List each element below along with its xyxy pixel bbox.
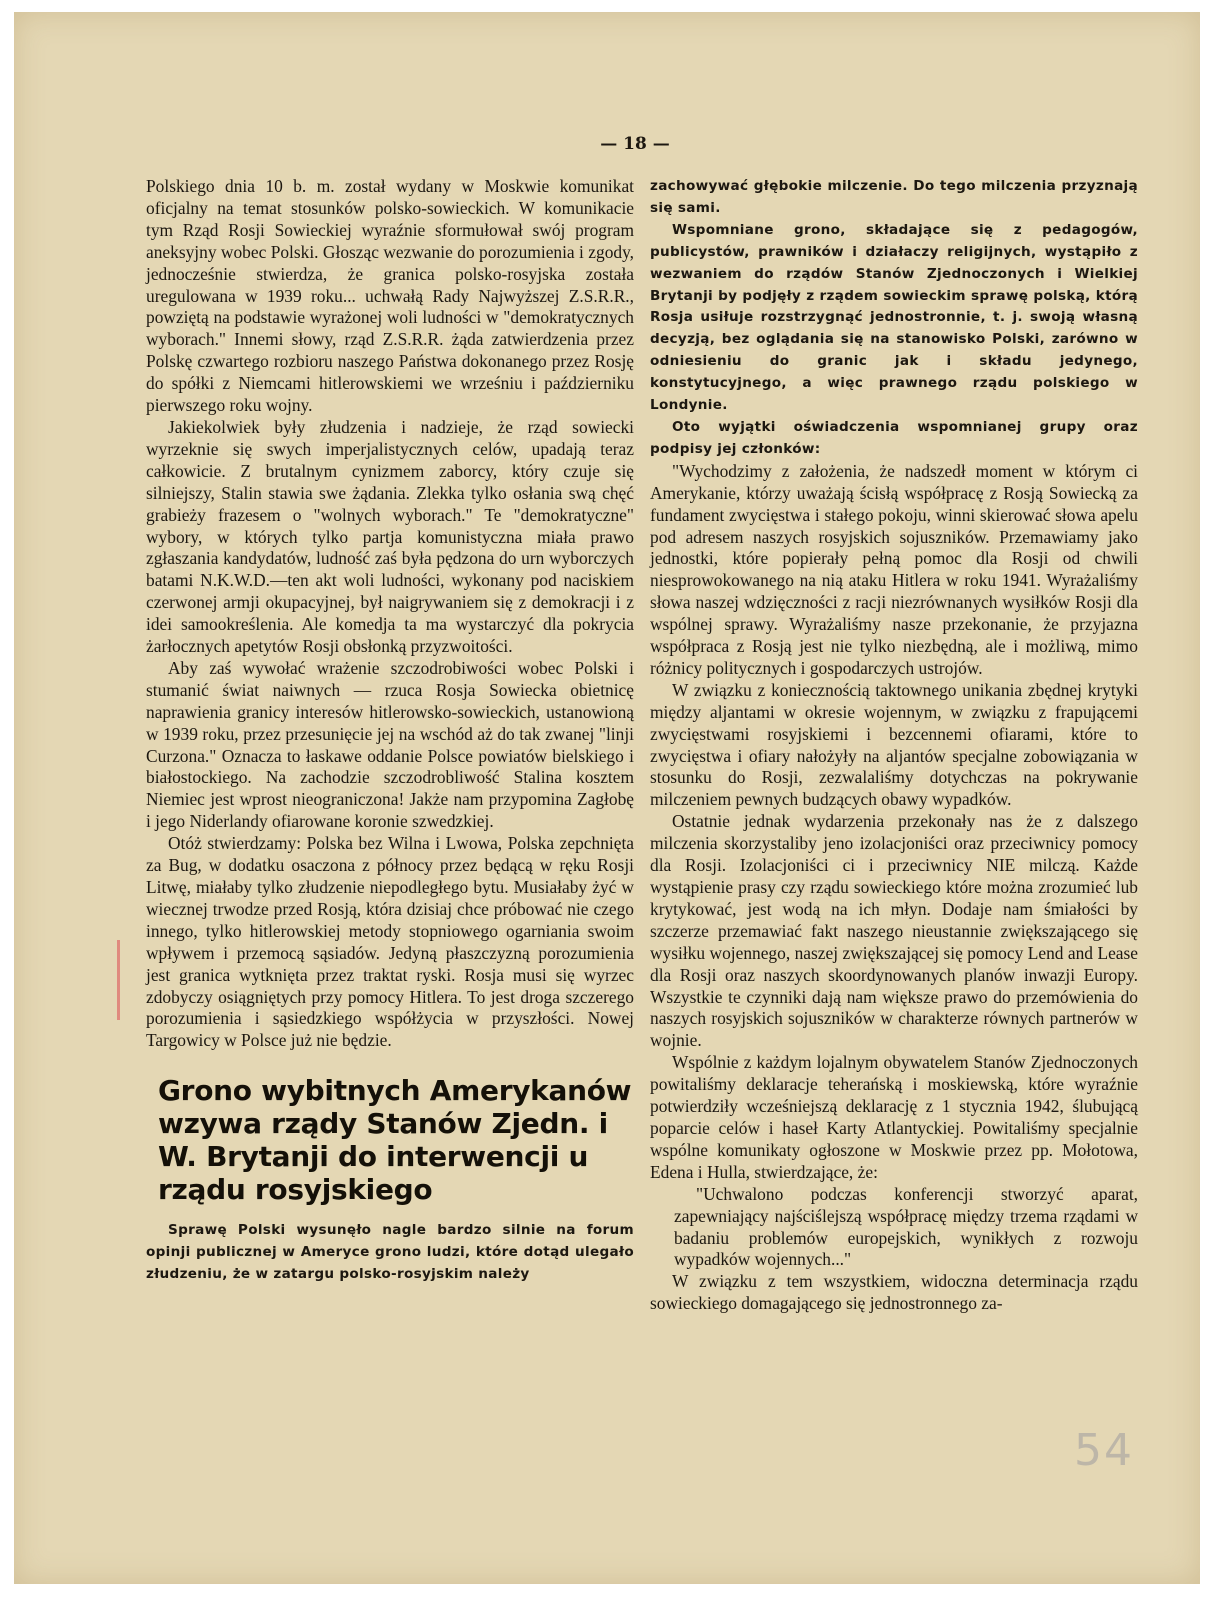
statement-paragraph: Wspólnie z każdym lojalnym obywatelem Stanów Zjednoczonych powitaliśmy deklaracje teherańską i moskiewską, które wyraźnie potwierdziły wcześniejszą deklarację z 1 stycznia 1942, ślubującą poparcie celów i haseł Karty Atlantyckiej. Powitaliśmy specjalnie wspólne komunikaty ogłoszone w Moskwie przez pp. Mołotowa, Edena i Hulla, stwierdzające, że: [650,1052,1138,1182]
bold-paragraph: Oto wyjątki oświadczenia wspomnianej grupy oraz podpisy jej członków: [650,418,1138,457]
article-paragraph: Polskiego dnia 10 b. m. został wydany w Moskwie komunikat oficjalny na temat stosunków polsko-sowieckich. W komunikacie tym Rząd Rosji Sowieckiej wyraźnie sformułował swój program aneksyjny wobec Polski. Głosząc wezwanie do porozumienia i zgody, jednocześnie stwierdza, że granica polsko-rosyjska została uregulowana w 1939 roku... uchwałą Rady Najwyższej Z.S.R.R., powziętą na podstawie wyrażonej woli ludności w "demokratycznych wyborach." Innemi słowy, rząd Z.S.R.R. żąda zatwierdzenia przez Polskę czwartego rozbioru naszego Państwa dokonanego przez Rosję do spółki z Niemcami hitlerowskiemi we wrześniu i październiku pierwszego roku wojny. [146,176,634,416]
closing-paragraph: W związku z tem wszystkiem, widoczna determinacja rządu sowieckiego domagającego się jednostronnego za- [650,1271,1138,1314]
article-paragraph: Jakiekolwiek były złudzenia i nadzieje, że rząd sowiecki wyrzeknie się swych imperjalistycznych celów, upadają teraz całkowicie. Z brutalnym cynizmem zaborcy, który czuje się silniejszy, Stalin stawia swe żądania. Zlekka tylko osłania swą chęć grabieży frazesem o "wolnych wyborach." Te "demokratyczne" wybory, w których tylko partja komunistyczna miała prawo zgłaszania kandydatów, ludność zaś była pędzona do urn wyborczych batami N.K.W.D.—ten akt woli ludności, wykonany pod naciskiem czerwonej armji okupacyjnej, był naigrywaniem się z demokracji i z idei samookreślenia. Ale komedja ta ma wystarczyć dla pokrycia żarłocznych apetytów Rosji obsłonką przyzwoitości. [146,416,634,657]
statement-paragraph: Ostatnie jednak wydarzenia przekonały nas że z dalszego milczenia skorzystaliby jeno izolacjoniści oraz przeciwnicy pomocy dla Rosji. Izolacjoniści ci i przeciwnicy NIE milczą. Każde wystąpienie prasy czy rządu sowieckiego które można zrozumieć lub krytykować, jest wodą na ich młyn. Dodaje nam śmiałości by szczerze przemawiać fakt naszego nieustannie zwiększającego się wysiłku wojennego, naszej zwiększającej się pomocy Lend and Lease dla Rosji oraz naszych skoordynowanych planów inwazji Europy. Wszystkie te czynniki dają nam większe prawo do przemówienia do naszych rosyjskich sojuszników w charakterze równych partnerów w wojnie. [650,811,1138,1051]
bold-paragraph: zachowywać głębokie milczenie. Do tego milczenia przyznają się sami. [650,178,1138,216]
margin-pencil-mark [117,940,120,1020]
statement-paragraph: W związku z koniecznością taktownego unikania zbędnej krytyki między aljantami w okresie wojennym, w związku z frapującemi zwycięstwami rosyjskiemi i bezcennemi ofiarami, które to zwycięstwa i ofiary nałożyły na aljantów specjalne zobowiązania w stosunku do Rosji, zezwalaliśmy dotychczas na pokrywanie milczeniem pewnych budzących obawy wypadków. [650,679,1138,810]
page-number: — 18 — [600,134,670,154]
article-paragraph: Otóż stwierdzamy: Polska bez Wilna i Lwowa, Polska zepchnięta za Bug, w dodatku osaczona z północy przez będącą w ręku Rosji Litwę, miałaby tylko złudzenie niepodległego bytu. Musiałaby żyć w wiecznej trwodze przed Rosją, która dzisiaj chce próbować nie czego innego, tylko hitlerowskiej metody stopniowego ogarniania swoim wpływem i przemocą sąsiadów. Jedyną płaszczyzną porozumienia jest granica wytknięta przez traktat ryski. Rosja musi się wyrzec zdobyczy osiągniętych przy pomocy Hitlera. To jest droga szczerego porozumienia i sąsiedzkiego współżycia w przyszłości. Nowej Targowicy w Polsce już nie będzie. [146,833,634,1051]
right-column [650,176,1138,1315]
handwritten-page-number: 54 [1074,1425,1134,1476]
block-quote: "Uchwalono podczas konferencji stworzyć aparat, zapewniający najściślejszą współpracę między trzema rządami w badaniu problemów europejskich, wynikłych z rozwoju wypadków wojennych..." [674,1183,1138,1270]
lead-paragraph: Sprawę Polski wysunęło nagle bardzo silnie na forum opinji publicznej w Ameryce grono ludzi, które dotąd ulegało złudzeniu, że w zatargu polsko-rosyjskim należy [146,1222,634,1283]
bold-paragraph: Wspomniane grono, składające się z pedagogów, publicystów, prawników i działaczy religijnych, wystąpiło z wezwaniem do rządów Stanów Zjednoczonych i Wielkiej Brytanji by podjęły z rządem sowieckim sprawę polską, którą Rosja usiłuje rozstrzygnąć jednostronnie, t. j. swoją własną decyzją, bez oglądania się na stanowisko Polski, zarówno w odniesieniu do granic jak i składu jedynego, konstytucyjnego, a więc prawnego rządu polskiego w Londynie. [650,221,1138,414]
left-column [146,176,634,1286]
article-paragraph: Aby zaś wywołać wrażenie szczodrobiwości wobec Polski i stumanić świat naiwnych — rzuca Rosja Sowiecka obietnicę naprawienia granicy interesów hitlerowsko-sowieckich, ustanowioną w 1939 roku, przez przesunięcie jej na wschód aż do tak zwanej "linji Curzona." Oznacza to łaskawe oddanie Polsce powiatów bielskiego i białostockiego. Na zachodzie szczodrobliwość Stalina kosztem Niemiec jest wprost nieograniczona! Jakże nam przypomina Zagłobę i jego Niderlandy ofiarowane koronie szwedzkiej. [146,657,634,832]
statement-paragraph: "Wychodzimy z założenia, że nadszedł moment w którym ci Amerykanie, którzy uważają ścisłą współpracę z Rosją Sowiecką za fundament zwycięstwa i stałego pokoju, winni skierować słowa apelu pod adresem naszych rosyjskich sojuszników. Przemawiamy jako jednostki, które popierały pełną pomoc dla Rosji od chwili niesprowokowanego na nią ataku Hitlera w roku 1941. Wyrażaliśmy słowa naszej wdzięczności z racji niezrównanych wysiłków Rosji dla wspólnej sprawy. Wyrażaliśmy nasze przekonanie, że przyjazna współpraca z Rosją jest nie tylko niezbędną, ale i możliwą, mimo różnicy politycznych i gospodarczych ustrojów. [650,460,1138,678]
article-headline: Grono wybitnych Amerykanów wzywa rządy Stanów Zjedn. i W. Brytanji do interwencji u rządu rosyjskiego [158,1074,632,1207]
